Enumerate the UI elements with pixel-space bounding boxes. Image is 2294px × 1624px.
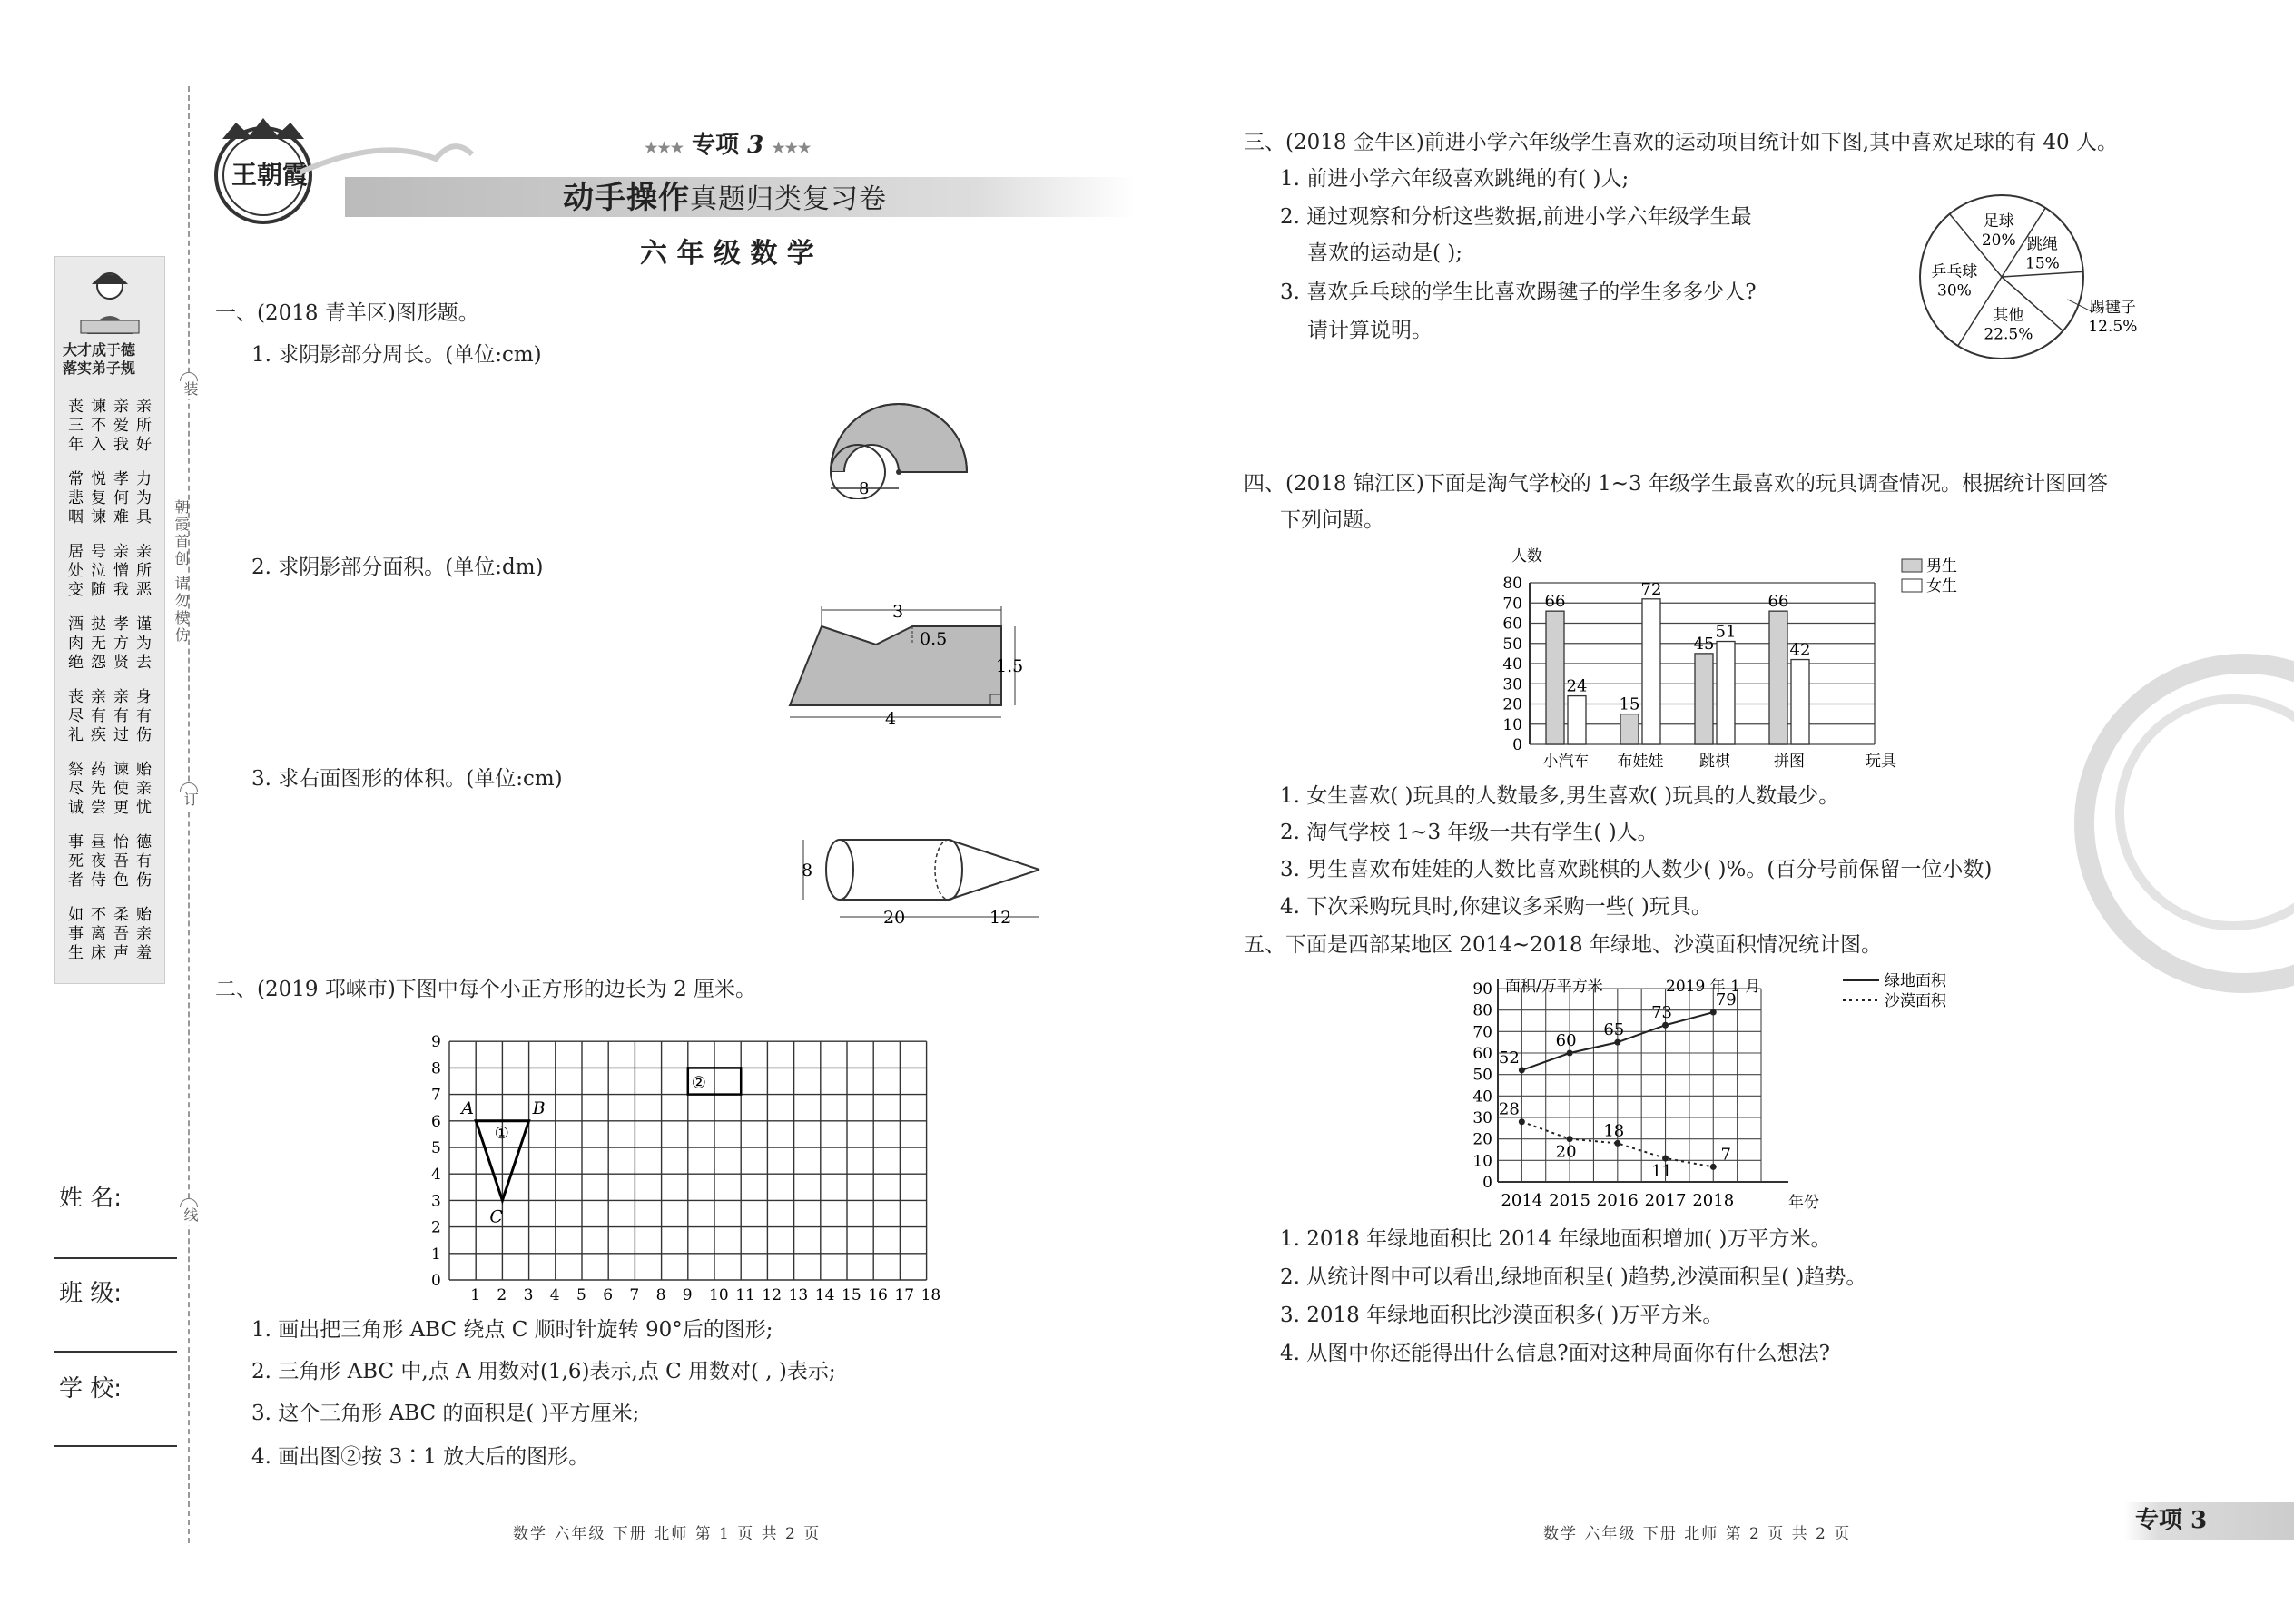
poem-char: 事 [68, 833, 84, 851]
y-tick-label: 9 [431, 1033, 441, 1052]
poem-char: 夜 [91, 852, 106, 871]
class-field[interactable] [54, 1351, 177, 1353]
poem-char: 侍 [91, 871, 106, 890]
bar-value-label: 66 [1767, 592, 1789, 612]
data-point [1519, 1067, 1525, 1073]
q5-4-text: 4. 从图中你还能得出什么信息?面对这种局面你有什么想法? [1280, 1342, 1830, 1365]
dim-label: 8 [859, 479, 870, 498]
poem-char: 为 [136, 489, 152, 507]
poem-char: 亲 [113, 543, 129, 561]
poem-char: 有 [136, 707, 152, 725]
page-footer: 数学 六年级 下册 北师 第 2 页 共 2 页 [1543, 1525, 1852, 1543]
y-tick-label: 6 [431, 1112, 441, 1131]
q3-3a-text: 3. 喜欢乒乓球的学生比喜欢踢毽子的学生多多少人? [1280, 281, 1757, 304]
x-tick-label: 12 [762, 1286, 783, 1303]
poem-char: 丧 [68, 688, 84, 706]
x-tick-label: 13 [788, 1286, 809, 1303]
y-tick-label: 90 [1472, 980, 1492, 999]
poem-char: 羞 [136, 944, 152, 962]
legend-swatch [1902, 579, 1922, 592]
data-point [1614, 1039, 1620, 1046]
poem-char: 亲 [136, 398, 152, 416]
poem-char: 年 [68, 436, 84, 454]
dim-label: 20 [883, 908, 906, 928]
bar [1546, 611, 1564, 744]
y-tick-label: 60 [1472, 1045, 1492, 1063]
q3-3b-text: 请计算说明。 [1307, 319, 1433, 342]
poem-char: 伤 [136, 726, 152, 744]
data-label: 65 [1603, 1020, 1625, 1040]
q5-3-text: 3. 2018 年绿地面积比沙漠面积多( )万平方米。 [1280, 1304, 1724, 1327]
x-tick-label: 布娃娃 [1617, 753, 1664, 771]
y-axis-label: 人数 [1511, 547, 1542, 566]
page-title: 动手操作真题归类复习卷 [563, 180, 887, 216]
poem-char: 吾 [113, 852, 129, 871]
y-tick-label: 0 [431, 1272, 441, 1290]
data-label: 79 [1715, 990, 1737, 1010]
data-point [1567, 1136, 1573, 1142]
poem-char: 祭 [68, 761, 84, 779]
q4-4-text: 4. 下次采购玩具时,你建议多采购一些( )玩具。 [1280, 895, 1712, 919]
bar-chart [1489, 545, 1997, 776]
bar-value-label: 42 [1789, 640, 1811, 660]
poem-char: 有 [91, 707, 106, 725]
pie-slice-value: 15% [2025, 254, 2060, 273]
poem-char: 亲 [136, 543, 152, 561]
q2-2-text: 2. 三角形 ABC 中,点 A 用数对(1,6)表示,点 C 用数对( , )表示; [251, 1360, 836, 1383]
name-field[interactable] [54, 1257, 177, 1259]
q4-title-cont: 下列问题。 [1280, 508, 1384, 532]
poem-char: 如 [68, 906, 84, 924]
y-tick-label: 50 [1472, 1066, 1492, 1085]
q1-2-text: 2. 求阴影部分面积。(单位:dm) [251, 556, 544, 579]
bar-value-label: 15 [1619, 694, 1640, 714]
poem-char: 亲 [136, 780, 152, 798]
x-tick-label: 10 [709, 1286, 729, 1303]
bar-value-label: 72 [1640, 579, 1662, 599]
poem-char: 好 [136, 436, 152, 454]
dim-label: 0.5 [920, 629, 948, 649]
x-axis-label: 玩具 [1866, 753, 1896, 771]
x-tick-label: 1 [470, 1286, 481, 1303]
x-tick-label: 2014 [1501, 1191, 1543, 1210]
legend-label: 沙漠面积 [1885, 992, 1946, 1010]
date-note: 2019 年 1 月 [1666, 978, 1761, 996]
poem-char: 恶 [136, 581, 152, 599]
bar [1642, 599, 1660, 744]
q2-4-text: 4. 画出图②按 3∶1 放大后的图形。 [251, 1445, 590, 1469]
poem-char: 药 [91, 761, 106, 779]
poem-char: 不 [91, 417, 106, 435]
poem-text [61, 393, 159, 974]
pie-chart [1906, 186, 2179, 368]
x-tick-label: 15 [842, 1286, 861, 1303]
figure-two-label: ② [691, 1073, 706, 1093]
legend-label: 男生 [1926, 557, 1957, 576]
x-tick-label: 拼图 [1774, 753, 1805, 771]
point-a-label: A [461, 1097, 474, 1118]
poem-char: 尝 [91, 799, 106, 817]
poem-char: 难 [113, 508, 129, 527]
x-tick-label: 5 [576, 1286, 586, 1303]
poem-char: 贻 [136, 761, 152, 779]
poem-char: 肉 [68, 635, 84, 653]
poem-char: 尽 [68, 780, 84, 798]
corner-topic-label: 专项 3 [2135, 1507, 2208, 1534]
bar [1620, 714, 1639, 744]
cut-label: 订 [182, 792, 199, 809]
scholar-figure-icon [74, 266, 146, 339]
y-tick-label: 70 [1502, 595, 1522, 614]
x-tick-label: 2015 [1549, 1191, 1590, 1210]
data-point [1662, 1022, 1669, 1029]
poem-char: 贤 [113, 654, 129, 672]
poem-char: 三 [68, 417, 84, 435]
poem-char: 谨 [136, 615, 152, 634]
y-tick-label: 8 [431, 1059, 441, 1078]
pie-slice-value: 20% [1981, 231, 2016, 250]
bar [1769, 611, 1787, 744]
pie-slice-label: 跳绳 [2026, 235, 2058, 254]
q4-title: 四、(2018 锦江区)下面是淘气学校的 1~3 年级学生最喜欢的玩具调查情况。根据统计图回答 [1244, 472, 2108, 496]
pie-slice-label: 其他 [1993, 306, 2024, 325]
poem-char: 我 [113, 436, 129, 454]
dim-label: 4 [885, 709, 897, 726]
q1-1-figure [817, 390, 980, 499]
poem-char: 色 [113, 871, 129, 890]
bar-value-label: 66 [1544, 592, 1566, 612]
cut-line [188, 86, 190, 1543]
x-axis-label: 年份 [1788, 1194, 1819, 1212]
x-tick-label: 17 [894, 1286, 915, 1303]
y-tick-label: 20 [1472, 1130, 1492, 1149]
x-tick-label: 16 [868, 1286, 888, 1303]
y-tick-label: 10 [1502, 715, 1522, 734]
y-tick-label: 1 [431, 1245, 441, 1264]
poem-char: 亲 [136, 925, 152, 943]
poem-char: 泣 [91, 562, 106, 580]
poem-char: 有 [113, 707, 129, 725]
y-tick-label: 4 [431, 1166, 441, 1185]
poem-char: 力 [136, 470, 152, 488]
data-point [1567, 1050, 1573, 1057]
data-label: 73 [1651, 1003, 1672, 1023]
q2-title: 二、(2019 邛崃市)下图中每个小正方形的边长为 2 厘米。 [215, 978, 757, 1001]
x-tick-label: 11 [735, 1286, 755, 1303]
figure-one-label: ① [494, 1123, 509, 1143]
q5-1-text: 1. 2018 年绿地面积比 2014 年绿地面积增加( )万平方米。 [1280, 1227, 1832, 1251]
poem-char: 常 [68, 470, 84, 488]
point-c-label: C [489, 1206, 503, 1227]
y-tick-label: 2 [431, 1218, 441, 1237]
y-tick-label: 80 [1472, 1001, 1492, 1020]
poem-char: 所 [136, 562, 152, 580]
bar [1568, 696, 1586, 744]
poem-char: 挞 [91, 615, 106, 634]
poem-char: 怡 [113, 833, 129, 851]
y-tick-label: 40 [1502, 655, 1522, 674]
poem-char: 疾 [91, 726, 106, 744]
poem-char: 柔 [113, 906, 129, 924]
y-axis-label: 面积/万平方米 [1505, 978, 1603, 996]
poem-char: 悲 [68, 489, 84, 507]
bar [1791, 660, 1809, 744]
page-footer: 数学 六年级 下册 北师 第 1 页 共 2 页 [513, 1525, 822, 1543]
poem-char: 者 [68, 871, 84, 890]
q5-2-text: 2. 从统计图中可以看出,绿地面积呈( )趋势,沙漠面积呈( )趋势。 [1280, 1265, 1867, 1289]
poem-char: 为 [136, 635, 152, 653]
y-tick-label: 20 [1502, 695, 1522, 714]
poem-char: 入 [91, 436, 106, 454]
legend-label: 女生 [1926, 577, 1957, 595]
grade-subject: 六 年 级 数 学 [640, 238, 814, 270]
y-tick-label: 10 [1472, 1152, 1492, 1171]
poem-char: 去 [136, 654, 152, 672]
poem-char: 具 [136, 508, 152, 527]
motto-line: 落实弟子规 [63, 359, 136, 377]
poem-char: 生 [68, 944, 84, 962]
topic-label: ★★★ 专项 3 ★★★ [645, 132, 812, 159]
poem-char: 复 [91, 489, 106, 507]
poem-char: 丧 [68, 398, 84, 416]
x-tick-label: 3 [523, 1286, 534, 1303]
cut-label: 线 [182, 1207, 199, 1225]
poem-char: 谏 [91, 398, 106, 416]
pie-slice-value: 30% [1937, 281, 1972, 300]
data-label: 52 [1498, 1048, 1520, 1068]
class-label: 班 级: [59, 1280, 123, 1307]
y-tick-label: 50 [1502, 635, 1522, 654]
poem-char: 何 [113, 489, 129, 507]
data-label: 11 [1651, 1161, 1672, 1181]
coordinate-grid [418, 1017, 953, 1303]
x-tick-label: 18 [921, 1286, 941, 1303]
poem-char: 事 [68, 925, 84, 943]
y-tick-label: 0 [1482, 1174, 1492, 1192]
x-tick-label: 4 [549, 1286, 560, 1303]
q1-3-figure [785, 826, 1049, 935]
sidebar-panel [54, 256, 165, 984]
poem-char: 有 [136, 852, 152, 871]
point-b-label: B [532, 1097, 546, 1118]
poem-char: 居 [68, 543, 84, 561]
dim-label: 8 [802, 861, 813, 881]
q3-1-text: 1. 前进小学六年级喜欢跳绳的有( )人; [1280, 167, 1629, 191]
poem-char: 尽 [68, 707, 84, 725]
poem-char: 使 [113, 780, 129, 798]
pie-slice-value: 22.5% [1984, 325, 2033, 344]
pie-slice-label: 踢毽子 [2089, 298, 2136, 317]
q3-title: 三、(2018 金牛区)前进小学六年级学生喜欢的运动项目统计如下图,其中喜欢足球的有 40 人。 [1244, 131, 2118, 154]
notice-text: 朝霞首创 请勿模仿 [172, 499, 190, 645]
x-tick-label: 7 [629, 1286, 640, 1303]
poem-char: 礼 [68, 726, 84, 744]
poem-char: 所 [136, 417, 152, 435]
q4-3-text: 3. 男生喜欢布娃娃的人数比喜欢跳棋的人数少( )%。(百分号前保留一位小数) [1280, 858, 1993, 881]
data-point [1614, 1140, 1620, 1147]
x-tick-label: 2016 [1596, 1191, 1639, 1210]
poem-char: 死 [68, 852, 84, 871]
dim-label: 3 [892, 602, 904, 622]
poem-char: 亲 [113, 688, 129, 706]
y-tick-label: 80 [1502, 575, 1522, 593]
q4-1-text: 1. 女生喜欢( )玩具的人数最多,男生喜欢( )玩具的人数最少。 [1280, 784, 1840, 808]
poem-char: 床 [91, 944, 106, 962]
pie-slice-value: 12.5% [2088, 317, 2138, 336]
poem-char: 处 [68, 562, 84, 580]
poem-char: 咽 [68, 508, 84, 527]
poem-char: 离 [91, 925, 106, 943]
x-tick-label: 跳棋 [1699, 753, 1730, 771]
x-tick-label: 6 [603, 1286, 614, 1303]
name-label: 姓 名: [59, 1185, 123, 1212]
poem-char: 我 [113, 581, 129, 599]
poem-char: 方 [113, 635, 129, 653]
data-label: 18 [1603, 1121, 1625, 1141]
q3-2b-text: 喜欢的运动是( ); [1307, 241, 1463, 265]
y-tick-label: 7 [431, 1086, 441, 1105]
bar [1717, 642, 1735, 744]
x-tick-label: 14 [814, 1286, 835, 1303]
poem-char: 随 [91, 581, 106, 599]
q2-3-text: 3. 这个三角形 ABC 的面积是( )平方厘米; [251, 1402, 640, 1425]
poem-char: 无 [91, 635, 106, 653]
data-point [1710, 1009, 1717, 1016]
y-tick-label: 40 [1472, 1088, 1492, 1107]
poem-char: 憎 [113, 562, 129, 580]
poem-char: 更 [113, 799, 129, 817]
q1-1-text: 1. 求阴影部分周长。(单位:cm) [251, 343, 542, 367]
poem-char: 绝 [68, 654, 84, 672]
legend-label: 绿地面积 [1885, 972, 1946, 990]
y-tick-label: 30 [1502, 675, 1522, 694]
data-label: 7 [1720, 1145, 1731, 1165]
x-tick-label: 9 [682, 1286, 693, 1303]
data-label: 20 [1555, 1142, 1577, 1162]
y-tick-label: 3 [431, 1192, 441, 1211]
poem-char: 谏 [91, 508, 106, 527]
poem-char: 身 [136, 688, 152, 706]
poem-char: 贻 [136, 906, 152, 924]
poem-char: 酒 [68, 615, 84, 634]
poem-char: 谏 [113, 761, 129, 779]
data-point [1662, 1155, 1669, 1161]
poem-char: 伤 [136, 871, 152, 890]
pie-slice-label: 乒乓球 [1931, 262, 1978, 281]
poem-char: 吾 [113, 925, 129, 943]
y-tick-label: 5 [431, 1139, 441, 1157]
poem-char: 号 [91, 543, 106, 561]
poem-char: 过 [113, 726, 129, 744]
x-tick-label: 小汽车 [1542, 753, 1590, 771]
poem-char: 悦 [91, 470, 106, 488]
y-tick-label: 60 [1502, 615, 1522, 634]
poem-char: 孝 [113, 615, 129, 634]
bar-value-label: 45 [1693, 634, 1715, 654]
dim-label: 12 [989, 908, 1012, 928]
poem-char: 孝 [113, 470, 129, 488]
x-tick-label: 2017 [1644, 1191, 1687, 1210]
logo-text: 王朝霞 [231, 160, 309, 190]
x-tick-label: 2 [497, 1286, 507, 1303]
x-tick-label: 8 [655, 1286, 666, 1303]
line-chart [1452, 971, 1979, 1216]
poem-char: 诚 [68, 799, 84, 817]
poem-block [61, 393, 159, 974]
poem-char: 昼 [91, 833, 106, 851]
poem-char: 爱 [113, 417, 129, 435]
q4-2-text: 2. 淘气学校 1~3 年级一共有学生( )人。 [1280, 821, 1659, 844]
x-tick-label: 2018 [1692, 1191, 1735, 1210]
poem-char: 德 [136, 833, 152, 851]
y-tick-label: 70 [1472, 1023, 1492, 1042]
poem-char: 亲 [113, 398, 129, 416]
y-tick-label: 30 [1472, 1109, 1492, 1127]
poem-char: 不 [91, 906, 106, 924]
q1-2-figure [785, 599, 1030, 726]
poem-char: 亲 [91, 688, 106, 706]
q2-1-text: 1. 画出把三角形 ABC 绕点 C 顺时针旋转 90°后的图形; [251, 1318, 773, 1342]
poem-char: 怨 [91, 654, 106, 672]
bar-value-label: 51 [1715, 622, 1737, 642]
bar-value-label: 24 [1566, 676, 1588, 696]
data-label: 28 [1498, 1099, 1520, 1119]
poem-char: 变 [68, 581, 84, 599]
data-point [1519, 1118, 1525, 1125]
poem-char: 忧 [136, 799, 152, 817]
data-point [1710, 1164, 1717, 1170]
poem-char: 声 [113, 944, 129, 962]
dim-label: 1.5 [996, 656, 1024, 676]
pie-slice-label: 足球 [1983, 212, 2014, 231]
cut-label: 装 [182, 381, 199, 399]
y-tick-label: 0 [1512, 736, 1522, 754]
q1-3-text: 3. 求右面图形的体积。(单位:cm) [251, 767, 563, 791]
motto-line: 大才成于德 [63, 341, 136, 359]
bar [1695, 654, 1713, 744]
q3-2a-text: 2. 通过观察和分析这些数据,前进小学六年级学生最 [1280, 205, 1752, 229]
legend-swatch [1902, 559, 1922, 572]
school-field[interactable] [54, 1445, 177, 1447]
data-label: 60 [1555, 1031, 1577, 1050]
school-label: 学 校: [59, 1375, 123, 1403]
q1-title: 一、(2018 青羊区)图形题。 [215, 301, 479, 325]
poem-char: 先 [91, 780, 106, 798]
q5-title: 五、下面是西部某地区 2014~2018 年绿地、沙漠面积情况统计图。 [1244, 933, 1882, 957]
